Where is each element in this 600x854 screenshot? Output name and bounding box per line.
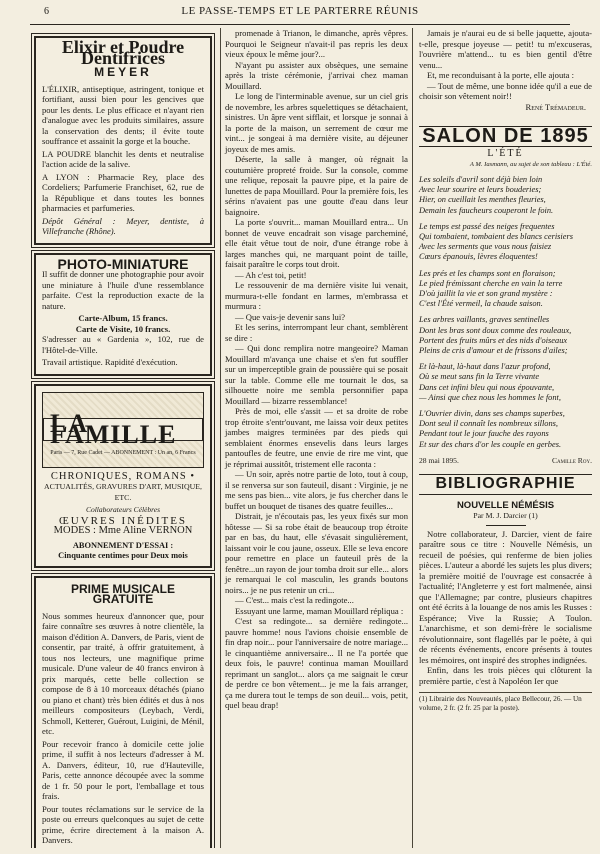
ad-musique-text-3: Pour toutes réclamations sur le service de la poste ou erreurs quelconques au sujet de cette prime, écrire directement à la maison A. Danvers. (42, 803, 204, 845)
story-paragraph: N'ayant pu assister aux obsèques, une semaine après la triste cérémonie, j'arrivai chez maman Mouillard. (225, 59, 408, 91)
salon-subtitle: L'ÉTÉ (487, 147, 524, 159)
poem-line: Dans cet infini bleu qui nous épouvante, (419, 382, 555, 392)
poem-stanza (419, 409, 592, 450)
story-paragraph: Près de moi, elle s'assit — et sa droite de robe trop étroite s'entr'ouvant, me laissa voir deux petites jambes maigres terminées par des pieds qui semblaient énormes ensevelis dans leurs larges pantoufles de feutre, une envie de rire me vint, que je réprimai aussitôt, tristement elle raconta : (225, 406, 408, 469)
poem-line: Demain les faucheurs couperont le foin. (419, 205, 554, 215)
story-paragraph: La porte s'ouvrit... maman Mouillard entra... Un bonnet de veuve encadrait son visage parcheminé, elle était vêtue tout de noir, d'une étrange robe à larges manches qui, ne marquant point de taille, faisait paraître le corps tout droit. (225, 217, 408, 269)
story-paragraph: — Un soir, après notre partie de loto, tout à coup, il se renversa sur son fauteuil, disant : Virginie, je ne me sens pas bien... vite alors, je fus chercher dans le buffet un bouquet de tisanes des quatre feuilles... (225, 469, 408, 511)
story-paragraph: Distrait, je n'écoutais pas, les yeux fixés sur mon hôtesse — Si sa robe était de beaucoup trop étroite par en bas, du haut, elle s'évasait singulièrement, laissant voir le cou jaune, osseux. Elle se leva encore pour remettre en place un fauteuil près de la fenêtre...un rayon de jour tomba droit sur elle... alors je remarquai le col masculin, les grands boutons noirs... je ne pus retenir un cri... (225, 511, 408, 595)
salon-date: 28 mai 1895. (419, 455, 459, 465)
ad-musique-title: PRIME MUSICALE GRATUITE (70, 581, 175, 606)
story-column (220, 28, 408, 848)
story-paragraph: Le ressouvenir de ma dernière visite lui venait, murmura-t-elle fondant en larmes, m'embrassa et murmura : (225, 280, 408, 311)
story-paragraph: — Qui donc remplira notre mangeoire? Maman Mouillard m'avança une chaise et s'en fut souffler sur un imperceptible grain de poussière qui se posait sur la table. Comme elle me tournait le dos, sa silhouette noire me sembla personnifier papa Mouillard — bizarre ressemblance! (225, 343, 408, 406)
famille-line-7: Cinquante centimes pour Deux mois (58, 551, 188, 560)
biblio-title: BIBLIOGRAPHIE (419, 474, 592, 495)
biblio-text-1: Notre collaborateur, J. Darcier, vient de faire paraître sous ce titre : Nouvelle Némésis, un recueil de poésies, qui renferme de bien jolies pièces. L'auteur a abordé les sujets les plus divers; la première moitié de l'ouvrage est consacrée à l'actualité; l'Angleterre y est fort malmenée, ainsi que l'Allemagne; par contre, plusieurs chapitres ont été écrits à la louange de nos amis les Russes : Espérance; Vive la Russie; A Toulon. L'anarchisme, et son demi-frère le socialisme révolutionnaire, sont flagellés par le poète, à qui de récents événements, encore présents à toutes les mémoires, ont inspiré des strophes indignées. (419, 528, 592, 665)
famille-banner-sub: Paris — 7, Rue Cadet — ABONNEMENT : Un an, 6 Francs (50, 450, 196, 456)
ad-musique (34, 576, 212, 849)
story-paragraph: — C'est... mais c'est la redingote... (235, 595, 354, 605)
poem-stanza (419, 362, 592, 403)
ad-elixir-brand: MEYER (94, 65, 152, 79)
famille-banner-title: LA FAMILLE (43, 418, 203, 441)
poem-line: D'où jaillit la vie et son grand mystère : (419, 289, 553, 299)
ad-musique-text-1: Nous sommes heureux d'annoncer que, pour faire connaître ses œuvres à notre clientèle, la maison d'édition A. Danvers, de Paris, vient de consentir, par traité, à offrir gratuitement, à tous nos lecteurs, une magnifique prime musicale. D'une valeur de 40 francs environ à prix marqués, cette belle collection se compose de 8 à 10 morceaux détachés (piano ou piano et chant) très bien édités et dus à nos meilleurs compositeurs (Leybach, Verdi, Schmoll, Ketterer, Guérout, Luigini, de Ménil, etc. (42, 610, 204, 736)
story-end-text-3: — Tout de même, une bonne idée qu'il a eue de choisir son vêtement noir!! (419, 80, 592, 101)
poem-line: — Ainsi que chez nous les hommes le font, (419, 392, 561, 402)
story-body (225, 28, 408, 711)
ad-photo-text-1: Il suffit de donner une photographie pour avoir une miniature à l'huile d'une ressemblance parfaite. C'est la reproduction exacte de la nature. (42, 269, 204, 311)
biblio-book-title: NOUVELLE NÉMÉSIS (456, 499, 555, 511)
ad-elixir-text-2: LA POUDRE blanchit les dents et neutralise l'action acide de la salive. (42, 148, 204, 169)
ad-photo-price-1: Carte-Album, 15 francs. (78, 313, 168, 323)
poem-line: C'est l'Été vermeil, la chaude saison. (419, 299, 543, 309)
poem-line: Dont les bras sont doux comme des rouleaux, (419, 325, 572, 335)
salon-title: SALON DE 1895 (419, 126, 592, 147)
story-paragraph: Le long de l'interminable avenue, sur un ciel gris de novembre, les arbres squelettiques se détachaient, sinistres. Un âpre vent sifflait, et lorsque je sonnai à la porte de la maison, un serrement de cœur me vint... je songeai à ma dernière visite, au déjeuner joyeux de mes amis. (225, 91, 408, 154)
story-end-text-1: Jamais je n'aurai eu de si belle jaquette, ajouta-t-elle, presque joyeuse — petit! tu m'excuseras, l'ouvrière m'attend... tu es bien gentil d'être venu... (419, 28, 592, 70)
famille-line-2: ACTUALITÉS, GRAVURES D'ART, MUSIQUE, ETC. (44, 482, 202, 502)
ad-elixir-title: Elixir et Poudre Dentifrices (61, 37, 185, 68)
ad-photo (34, 253, 212, 376)
biblio-footnote: (1) Librairie des Nouveautés, place Bellecour, 26. — Un volume, 2 fr. (2 fr. 25 par la poste). (419, 692, 592, 712)
running-title: LE PASSE-TEMPS ET LE PARTERRE RÉUNIS (181, 5, 419, 17)
salon-dedication: A M. Iasmann, au sujet de son tableau : L'Été. (469, 161, 592, 168)
salon-footer (419, 456, 592, 467)
poem-stanza (419, 269, 592, 310)
famille-line-4: ŒUVRES INÉDITES (58, 514, 188, 527)
story-paragraph: — Ah c'est toi, petit! (235, 269, 307, 280)
poem-line: Dont seul il connaît les nombreux sillons, (419, 419, 559, 429)
poem-line: Le pied frémissant cherche en vain la terre (419, 278, 563, 288)
header-rule (30, 24, 570, 25)
ad-elixir (34, 36, 212, 245)
famille-line-1: CHRONIQUES, ROMANS • (50, 470, 196, 482)
biblio-rule (486, 525, 526, 526)
poem-line: Pleins de cris d'amour et de frissons d'ailes; (419, 346, 568, 356)
poem-line: Portent des fruits mûrs et des nids d'oiseaux (419, 335, 568, 345)
poem-stanza (419, 315, 592, 356)
poem-line: Le temps est passé des neiges frequentes (419, 221, 555, 231)
poem-line: Et là-haut, là-haut dans l'azur profond, (419, 362, 551, 372)
biblio-text-2: Enfin, dans les trois pièces qui clôturent la première partie, c'est à Napoléon Ier que (419, 665, 592, 686)
salon-signature: Camille Roy. (551, 455, 592, 465)
poem-line: L'Ouvrier divin, dans ses champs superbes, (419, 409, 565, 419)
ads-column (30, 28, 216, 848)
poem-line: Les arbres vaillants, graves sentinelles (419, 315, 550, 325)
famille-line-6: ABONNEMENT D'ESSAI : (72, 540, 174, 550)
story-paragraph: Et les serins, interrompant leur chant, semblèrent se dire : (225, 322, 408, 343)
poem-line: Pendant tout le jour fauche des rayons (419, 429, 549, 439)
page-number: 6 (44, 6, 49, 17)
biblio-book-author: Par M. J. Darcier (1) (473, 511, 538, 521)
famille-line-3: Collaborateurs Célèbres (85, 505, 161, 514)
ad-photo-title: PHOTO-MINIATURE (57, 255, 189, 272)
ad-elixir-text-4: Dépôt Général : Meyer, dentiste, à Villefranche (Rhône). (42, 215, 204, 236)
poem-stanza (419, 222, 592, 263)
famille-line-5: MODES : Mme Aline VERNON (53, 525, 193, 536)
poem-stanza (419, 175, 592, 216)
ad-musique-text-2: Pour recevoir franco à domicile cette jolie prime, il suffit à nos lecteurs d'adresser à M. A. Danvers, éditeur, 10, rue d'Hauteville, Paris, cette annonce découpée avec la somme de 1 fr. 50 pour le port, l'emballage et tous frais. (42, 738, 204, 801)
story-author: René Trémadeur. (525, 101, 586, 112)
poem-line: Les prés et les champs sont en floraison; (419, 268, 556, 278)
poem-line: Hier, on cueillait les menthes fleuries, (419, 195, 546, 205)
right-column (412, 28, 592, 848)
poem-line: Et sur des chars d'or les couple en gerbes. (419, 439, 562, 449)
story-paragraph: — Que vais-je devenir sans lui? (235, 311, 346, 322)
ad-famille (34, 384, 212, 568)
poem-line: Avec les serments que vous nous faisiez (419, 242, 552, 252)
story-paragraph: C'est sa redingote... sa dernière redingote... pauvre homme! nous l'avions choisie ensemble de fin drap noir... pour l'anniversaire de notre mariage... le cinquantième anniversaire... Il ne l'a portée que deux fois, le pauvre! continua maman Mouillard reprimant un sanglot... alors ça me saignait le cœur de perdre ce bon vêtement... je me la fais arranger, ça me durera tout le temps de son deuil... vois, petit, quel beau drap! (225, 616, 408, 710)
story-paragraph: Essuyant une larme, maman Mouillard répliqua : (235, 605, 404, 616)
salon-poem (419, 175, 592, 450)
poem-line: Où se meut sans fin la Terre vivante (419, 372, 540, 382)
story-paragraph: promenade à Trianon, le dimanche, après vêpres. Pourquoi le Seigneur n'avait-il pas repris les deux vieux époux le même jour?... (225, 28, 408, 59)
story-end-text-2: Et, me reconduisant à la porte, elle ajouta : (427, 70, 574, 80)
ad-photo-price-2: Carte de Visite, 10 francs. (75, 323, 171, 334)
ad-photo-text-2: S'adresser au « Gardenia », 102, rue de l'Hôtel-de-Ville. (42, 334, 204, 355)
poem-line: Avec leur sourire et leurs bouderies; (419, 185, 542, 195)
famille-banner (42, 392, 204, 468)
ad-photo-text-3: Travail artistique. Rapidité d'exécution. (42, 357, 178, 367)
poem-line: Qui tombaient, tombaient des blancs cerisiers (419, 232, 573, 242)
poem-line: Les soleils d'avril sont déjà bien loin (419, 175, 543, 184)
poem-line: Cœurs épanouis, lèvres éloquentes! (419, 252, 538, 262)
ad-elixir-text-1: L'ÉLIXIR, antiseptique, astringent, tonique et fortifiant, aussi bien pour les gencives que pour les dents. Le plus efficace et n'ayant rien d'analogue avec les produits similaires, assure la conservation des dents; il évite toute souffrance et assainit la gorge et la bouche. (42, 83, 204, 146)
story-paragraph: Déserte, la salle à manger, où régnait la coutumière propreté froide. Sur la console, comme une relique, reposait la pauvre pipe, et la paire de lunettes de papa Mouillard. Pour la première fois, les sérins n'avaient pas une goutte d'eau dans leur baignoire. (225, 154, 408, 217)
ad-elixir-text-3: A LYON : Pharmacie Rey, place des Cordeliers; Parfumerie Franchiset, 62, rue de la République et dans toutes les bonnes pharmacies et parfumeries. (42, 171, 204, 213)
